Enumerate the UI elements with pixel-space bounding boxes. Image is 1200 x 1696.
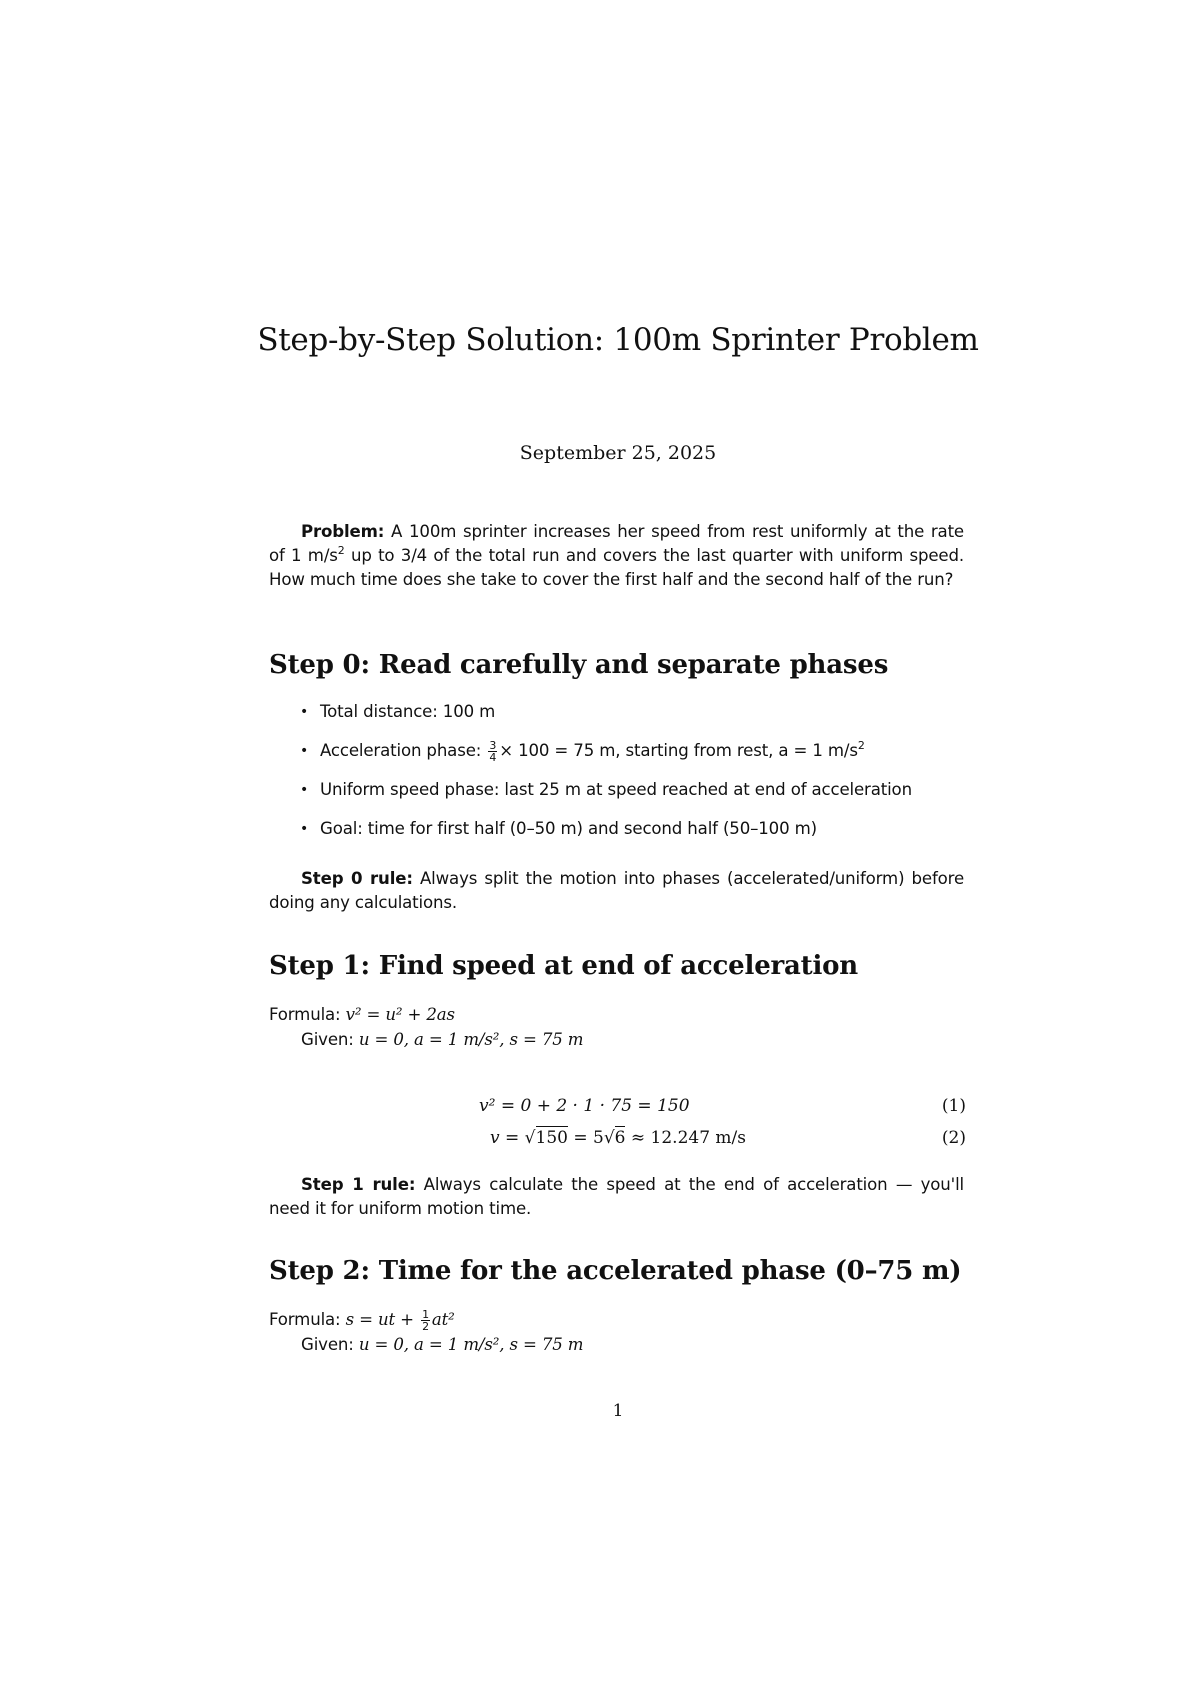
bullet-icon: • [300,782,309,798]
formula-expression: v² = u² + 2as [345,1005,455,1024]
problem-text-a: A 100m sprinter increases her speed from rest uniformly at the rate of 1 m/s [269,522,964,565]
formula-expression-a: s = ut + [345,1310,420,1329]
step1-formula [269,1003,455,1027]
bullet-text: Uniform speed phase: last 25 m at speed reached at end of acceleration [320,780,912,799]
step2-given [301,1333,583,1357]
equation-2-part-e: ≈ 12.247 m/s [625,1128,746,1148]
step0-heading: Step 0: Read carefully and separate phases [269,650,889,680]
equation-2 [490,1128,746,1148]
list-item [300,700,912,739]
formula-label: Formula: [269,1005,341,1024]
fraction-numerator: 1 [422,1308,429,1321]
problem-text-b: up to 3/4 of the total run and covers the last quarter with uniform speed. How much time does she take to cover the first half and the second half of the run? [269,546,964,589]
list-item [300,817,912,856]
document-date: September 25, 2025 [519,442,717,464]
equation-2-radicand-b: 6 [614,1128,626,1148]
equation-1-text: v² = 0 + 2 · 1 · 75 = 150 [479,1096,690,1116]
problem-text-sup: 2 [337,544,345,557]
bullet-text: Acceleration phase: [320,741,482,760]
list-item [300,739,912,778]
step2-heading: Step 2: Time for the accelerated phase (0–75 m) [269,1256,962,1286]
given-values: u = 0, a = 1 m/s², s = 75 m [358,1335,584,1354]
fraction-numerator: 3 [489,739,497,752]
step1-rule-text: Always calculate the speed at the end of acceleration — you'll need it for uniform motion time. [269,1175,964,1218]
fraction [421,1309,430,1332]
bullet-text: Goal: time for first half (0–50 m) and second half (50–100 m) [320,819,817,838]
equation-2-radicand-a: 150 [535,1128,568,1148]
fraction-denominator: 4 [489,751,497,764]
step0-rule-text: Always split the motion into phases (accelerated/uniform) before doing any calculations. [269,869,965,912]
fraction [488,740,497,763]
bullet-icon: • [300,704,309,720]
step0-rule [269,867,964,915]
step1-given [301,1028,583,1052]
step1-heading: Step 1: Find speed at end of acceleration [269,951,859,981]
bullet-text: Total distance: 100 m [320,702,496,721]
given-label: Given: [301,1335,354,1354]
step1-rule-label: Step 1 rule: [301,1175,416,1194]
equation-1 [479,1096,690,1116]
step2-formula [269,1308,455,1332]
list-item [300,778,912,817]
equation-1-number: (1) [941,1096,966,1116]
step0-rule-label: Step 0 rule: [301,869,413,888]
bullet-sup: 2 [857,739,865,752]
formula-label: Formula: [269,1310,341,1329]
step1-rule [269,1173,964,1221]
given-label: Given: [301,1030,354,1049]
page-number: 1 [612,1401,624,1421]
fraction-denominator: 2 [422,1320,429,1333]
formula-expression-b: at² [431,1310,455,1329]
step0-bullet-list [300,700,912,856]
bullet-icon: • [300,821,309,837]
bullet-text-rest: × 100 = 75 m, starting from rest, a = 1 m/s [499,741,858,760]
bullet-icon: • [300,743,309,759]
equation-2-number: (2) [941,1128,966,1148]
given-values: u = 0, a = 1 m/s², s = 75 m [358,1030,584,1049]
problem-statement [269,520,964,592]
problem-label: Problem: [301,522,385,541]
equation-2-part-a: v = √ [490,1128,536,1148]
equation-2-part-c: = 5√ [567,1128,615,1148]
document-title: Step-by-Step Solution: 100m Sprinter Problem [257,322,979,358]
